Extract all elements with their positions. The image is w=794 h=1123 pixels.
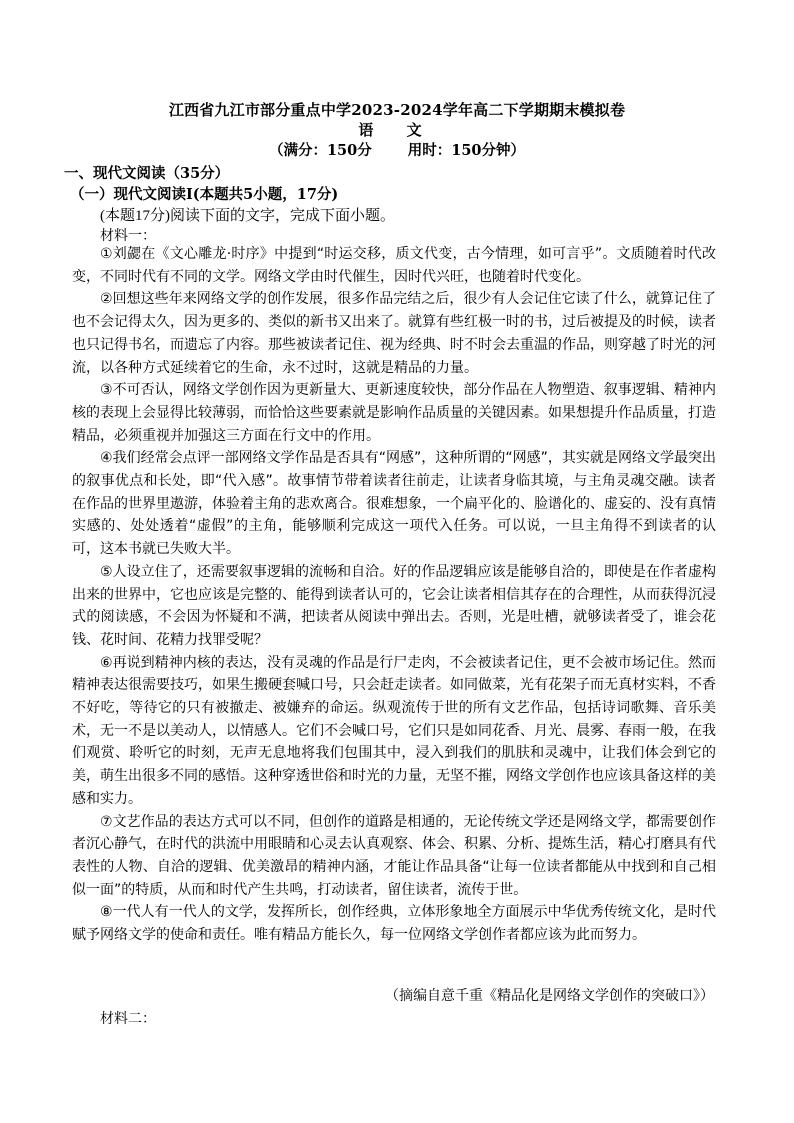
source-citation: （摘编自意千重《精品化是网络文学创作的突破口》） bbox=[385, 988, 714, 1004]
paragraph-1: ①刘勰在《文心雕龙·时序》中提到“时运交移，质文代变，古今情理，如可言乎”。文质随着时代改变，不同时代有不同的文学。网络文学由时代催生，因时代兴旺，也随着时代变化。 bbox=[72, 246, 716, 285]
time-limit: 用时：150分钟） bbox=[407, 142, 526, 159]
total-score: （满分：150分 bbox=[268, 142, 372, 159]
material-one-label: 材料一： bbox=[100, 228, 156, 244]
material-two-label: 材料二： bbox=[100, 1011, 156, 1027]
paragraph-3: ③不可否认，网络文学创作因为更新量大、更新速度较快，部分作品在人物塑造、叙事逻辑、精神内核的表现上会显得比较薄弱，而恰恰这些要素就是影响作品质量的关键因素。如果想提升作品质量，打造精品，必须重视并加强这三方面在行文中的作用。 bbox=[72, 382, 716, 444]
exam-info bbox=[0, 139, 794, 160]
exam-title: 江西省九江市部分重点中学2023-2024学年高二下学期期末模拟卷 bbox=[168, 101, 626, 119]
paragraph-2: ②回想这些年来网络文学的创作发展，很多作品完结之后，很少有人会记住它读了什么，就算记住了也不会记得太久，因为更多的、类似的新书又出来了。就算有些红极一时的书，过后被提及的时候，读者也只记得书名，而遗忘了内容。那些被读者记住、视为经典、时不时会去重温的作品，则穿越了时光的河流，以各种方式延续着它的生命，永不过时，这就是精品的力量。 bbox=[72, 291, 716, 376]
question-instruction: (本题17分)阅读下面的文字，完成下面小题。 bbox=[100, 208, 395, 224]
paragraph-6: ⑥再说到精神内核的表达，没有灵魂的作品是行尸走肉，不会被读者记住，更不会被市场记住。然而精神表达很需要技巧，如果生搬硬套喊口号，只会赶走读者。如同做菜，光有花架子而无真材实料，不香不好吃，等待它的只有被撤走、被嫌弃的命运。纵观流传于世的所有文艺作品，包括诗词歌舞、音乐美术，无一不是以美动人，以情感人。它们不会喊口号，它们只是如同花香、月光、晨雾、春雨一般，在我们观赏、聆听它的时刻，无声无息地将我们包围其中，浸入到我们的肌肤和灵魂中，让我们体会到它的美，萌生出很多不同的感悟。这种穿透世俗和时光的力量，无坚不摧，网络文学创作也应该具备这样的美感和实力。 bbox=[72, 654, 716, 807]
section-heading: 一、现代文阅读（35分） bbox=[64, 165, 230, 182]
paragraph-4: ④我们经常会点评一部网络文学作品是否具有“网感”，这种所谓的“网感”，其实就是网络文学最突出的叙事优点和长处，即“代入感”。故事情节带着读者往前走，让读者身临其境，与主角灵魂交融。读者在作品的世界里遨游，体验着主角的悲欢离合。很难想象，一个扁平化的、脸谱化的、虚妄的、没有真情实感的、处处透着“虚假”的主角，能够顺利完成这一项代入任务。可以说，一旦主角得不到读者的认可，这本书就已失败大半。 bbox=[72, 450, 716, 558]
subsection-heading: （一）现代文阅读Ⅰ(本题共5小题，17分) bbox=[70, 186, 339, 203]
paragraph-7: ⑦文艺作品的表达方式可以不同，但创作的道路是相通的，无论传统文学还是网络文学，都需要创作者沉心静气，在时代的洪流中用眼睛和心灵去认真观察、体会、积累、分析、提炼生活，精心打磨具有代表性的人物、自洽的逻辑、优美激昂的精神内涵，才能让作品具备“让每一位读者都能从中找到和自己相似一面”的特质，从而和时代产生共鸣，打动读者，留住读者，流传于世。 bbox=[72, 813, 716, 898]
subject-name: 语 文 bbox=[358, 121, 436, 139]
reading-passage bbox=[72, 243, 716, 947]
paragraph-8: ⑧一代人有一代人的文学，发挥所长，创作经典，立体形象地全方面展示中华优秀传统文化，是时代赋予网络文学的使命和责任。唯有精品方能长久，每一位网络文学创作者都应该为此而努力。 bbox=[72, 904, 716, 944]
paragraph-5: ⑤人设立住了，还需要叙事逻辑的流畅和自洽。好的作品逻辑应该是能够自洽的，即使是在作者虚构出来的世界中，它也应该是完整的、能得到读者认可的，它会让读者相信其存在的合理性，从而获得沉浸式的阅读感，不会因为怀疑和不满，把读者从阅读中弹出去。否则，光是吐槽，就够读者受了，谁会花钱、花时间、花精力找罪受呢？ bbox=[72, 563, 716, 648]
